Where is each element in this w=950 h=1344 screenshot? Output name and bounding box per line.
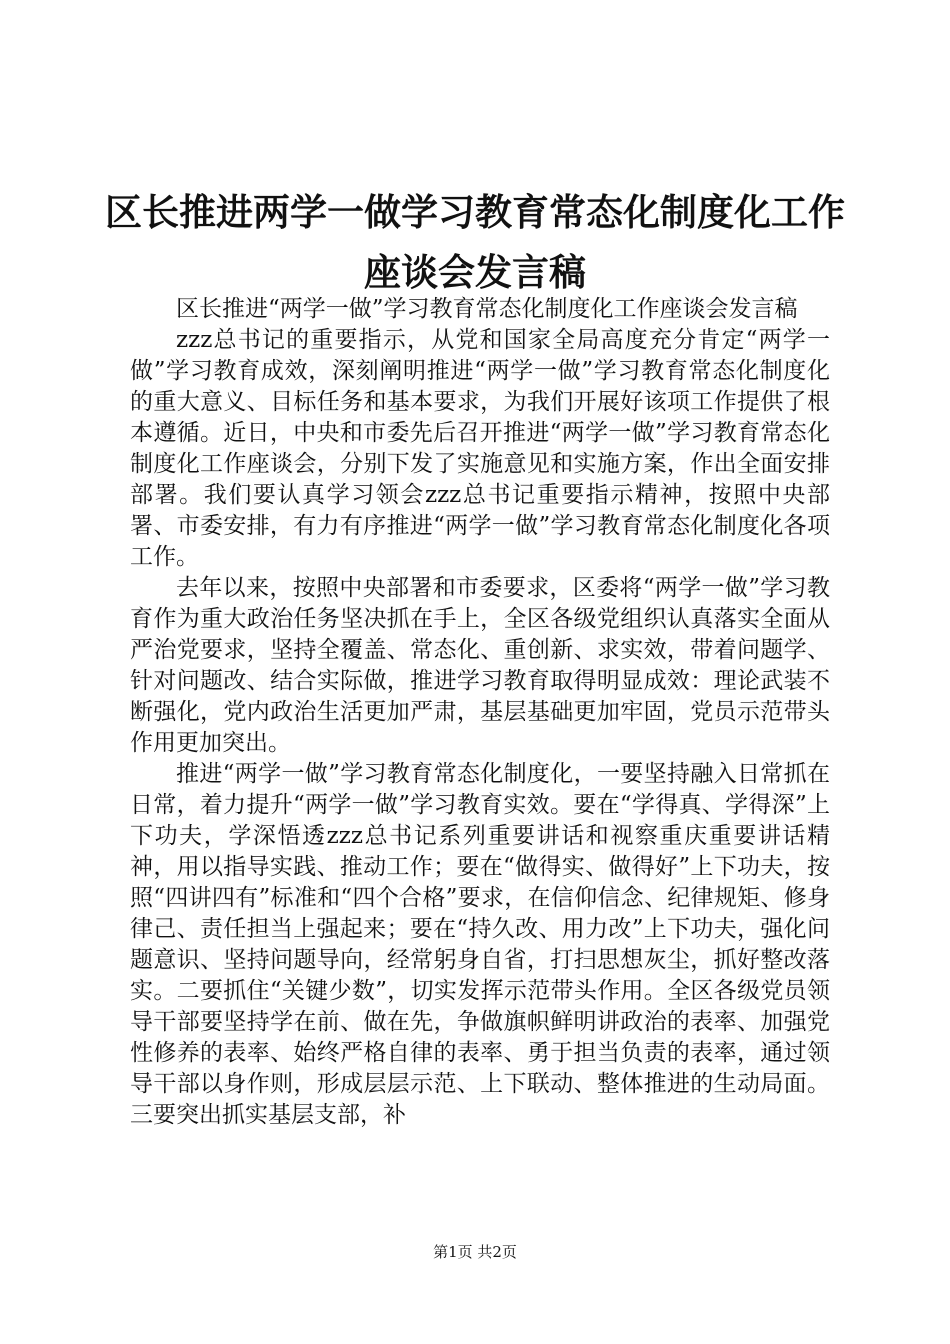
document-body	[130, 294, 830, 1131]
paragraph: zzz总书记的重要指示，从党和国家全局高度充分肯定“两学一做”学习教育成效，深刻阐明推进“两学一做”学习教育常态化制度化的重大意义、目标任务和基本要求，为我们开展好该项工作提供了根本遵循。近日，中央和市委先后召开推进“两学一做”学习教育常态化制度化工作座谈会，分别下发了实施意见和实施方案，作出全面安排部署。我们要认真学习领会zzz总书记重要指示精神，按照中央部署、市委安排，有力有序推进“两学一做”学习教育常态化制度化各项工作。	[130, 327, 830, 570]
paragraph: 推进“两学一做”学习教育常态化制度化，一要坚持融入日常抓在日常，着力提升“两学一做”学习教育实效。要在“学得真、学得深”上下功夫，学深悟透zzz总书记系列重要讲话和视察重庆重要讲话精神，用以指导实践、推动工作；要在“做得实、做得好”上下功夫，按照“四讲四有”标准和“四个合格”要求，在信仰信念、纪律规矩、修身律己、责任担当上强起来；要在“持久改、用力改”上下功夫，强化问题意识、坚持问题导向，经常躬身自省，打扫思想灰尘，抓好整改落实。二要抓住“关键少数”，切实发挥示范带头作用。全区各级党员领导干部要坚持学在前、做在先，争做旗帜鲜明讲政治的表率、加强党性修养的表率、始终严格自律的表率、勇于担当负责的表率，通过领导干部以身作则，形成层层示范、上下联动、整体推进的生动局面。三要突出抓实基层支部，补	[130, 761, 830, 1128]
document-title-line-2: 座谈会发言稿	[364, 250, 586, 294]
paragraph-subtitle: 区长推进“两学一做”学习教育常态化制度化工作座谈会发言稿	[176, 296, 798, 322]
page-number-footer: 第1页 共2页	[433, 1243, 517, 1261]
document-title-line-1: 区长推进两学一做学习教育常态化制度化工作	[105, 190, 845, 234]
paragraph: 去年以来，按照中央部署和市委要求，区委将“两学一做”学习教育作为重大政治任务坚决抓在手上，全区各级党组织认真落实全面从严治党要求，坚持全覆盖、常态化、重创新、求实效，带着问题学、针对问题改、结合实际做，推进学习教育取得明显成效：理论武装不断强化，党内政治生活更加严肃，基层基础更加牢固，党员示范带头作用更加突出。	[130, 575, 830, 756]
